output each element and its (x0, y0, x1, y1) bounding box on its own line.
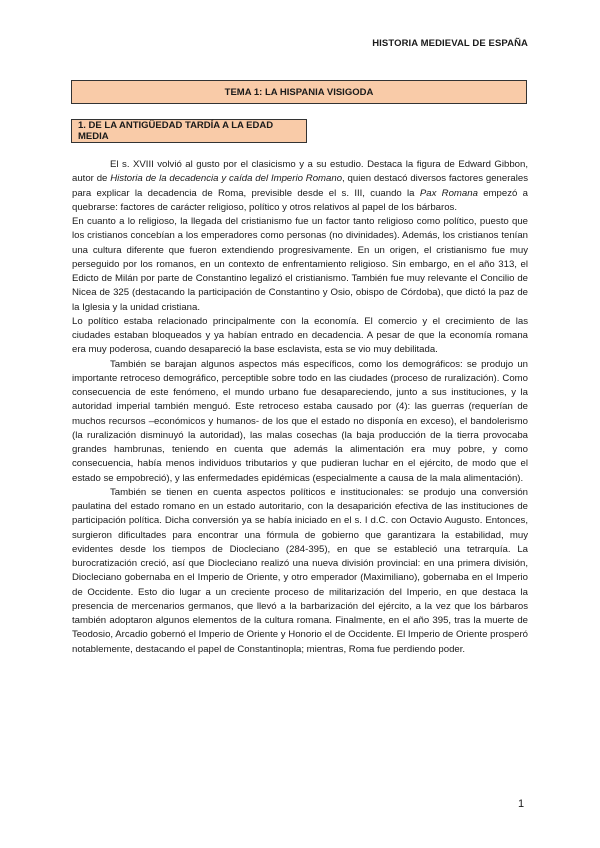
paragraph-text: Lo político estaba relacionado principalmente con la economía. El comercio y el crecimiento de las ciudades estaban bloqueados y ya habían entrado en decadencia. A pesar de que la economía romana era muy poderosa, cuando desapareció la base esclavista, esta se vio muy debilitada. (72, 315, 528, 356)
chapter-title-box (71, 80, 527, 104)
paragraph-text: El s. XVIII volvió al gusto por el clasicismo y a su estudio. Destaca la figura de Edward Gibbon, autor de (72, 159, 528, 185)
paragraph (72, 315, 528, 358)
paragraph-text: También se barajan algunos aspectos más específicos, como los demográficos: se produjo un importante retroceso demográfico, perceptible sobre todo en las ciudades (proceso de ruralización). Como consecuencia de este fenómeno, el mundo urbano fue desapareciendo, junto a sus instituciones, y la autoridad imperial también menguó. Este retroceso estaba causado por (4): las guerras (requerían de muchos recursos –económicos y humanos- de los que el estado no disponía en exceso), el bandolerismo (la ruralización disminuyó la autoridad), las malas cosechas (la baja producción de la tierra provocaba grandes hambrunas, teniendo en cuenta que además la alimentación era muy pobre, y como consecuencia, había menos individuos tributarios y que pudieran luchar en el ejército, de modo que el estado se empobreció), y las enfermedades epidémicas (especialmente a causa de la mala alimentación). (72, 358, 528, 484)
paragraph-text: También se tienen en cuenta aspectos políticos e institucionales: se produjo una conversión paulatina del estado romano en un estado autoritario, con la desaparición efectiva de las instituciones de participación política. Dicha conversión ya se había iniciado en el s. I d.C. con Octavio Augusto. Entonces, surgieron dificultades para encontrar una fórmula de gobierno que garantizara la estabilidad, muy evidentes desde los tiempos de Diocleciano (284-395), en que se estableció una tetrarquía. La burocratización creció, así que Diocleciano realizó una nueva división provincial: en una primera división, Diocleciano gobernaba en el Imperio de Oriente, y otro emperador (Maximiliano), gobernaba en el Imperio de Occidente. Esto dio lugar a un creciente proceso de militarización del Imperio, en que destaca la presencia de mercenarios germanos, que llevó a la barbarización del ejército, a la vez que los bárbaros también adoptaron algunos elementos de la cultura romana. Finalmente, en el año 395, tras la muerte de Teodosio, Arcadio gobernó el Imperio de Oriente y Honorio el de Occidente. El Imperio de Oriente prosperó notablemente, destacando el papel de Constantinopla; mientras, Roma fue perdiendo poder. (72, 486, 528, 655)
section-title: 1. DE LA ANTIGÜEDAD TARDÍA A LA EDAD MEDIA (78, 120, 274, 142)
paragraph-text: , quien destacó diversos factores generales para explicar la decadencia de Roma, previsible desde el s. III, cuando la (72, 173, 528, 199)
paragraph (72, 486, 528, 657)
italic-title: Historia de la decadencia y caída del Imperio Romano (110, 173, 343, 185)
paragraph (72, 158, 528, 215)
paragraph-text: En cuanto a lo religioso, la llegada del cristianismo fue un factor tanto religioso como político, puesto que los cristianos concebían a los emperadores como personas (no divinidades). Además, los cristianos tenían una cultura diferente que fueron extendiendo progresivamente. En un origen, el cristianismo fue muy perseguido por los romanos, en un contexto de enfrentamiento religioso. Sin embargo, en el año 313, el Edicto de Milán por parte de Constantino legalizó el cristianismo. También fue muy relevante el Concilio de Nicea de 325 (destacando la participación de Constantino y Osio, obispo de Córdoba), que dictó la paz de la Iglesia y la unidad cristiana. (72, 216, 528, 313)
paragraph (72, 215, 528, 315)
paragraph (72, 358, 528, 486)
chapter-title: TEMA 1: LA HISPANIA VISIGODA (224, 86, 374, 98)
section-title-box (71, 119, 307, 143)
page-number: 1 (518, 798, 525, 810)
italic-title: Pax Romana (419, 187, 478, 199)
body-text (72, 158, 528, 657)
paragraph-text: empezó a quebrarse: factores de carácter religioso, político y otros relativos al papel de los bárbaros. (72, 187, 528, 213)
document-header: HISTORIA MEDIEVAL DE ESPAÑA (372, 38, 528, 49)
